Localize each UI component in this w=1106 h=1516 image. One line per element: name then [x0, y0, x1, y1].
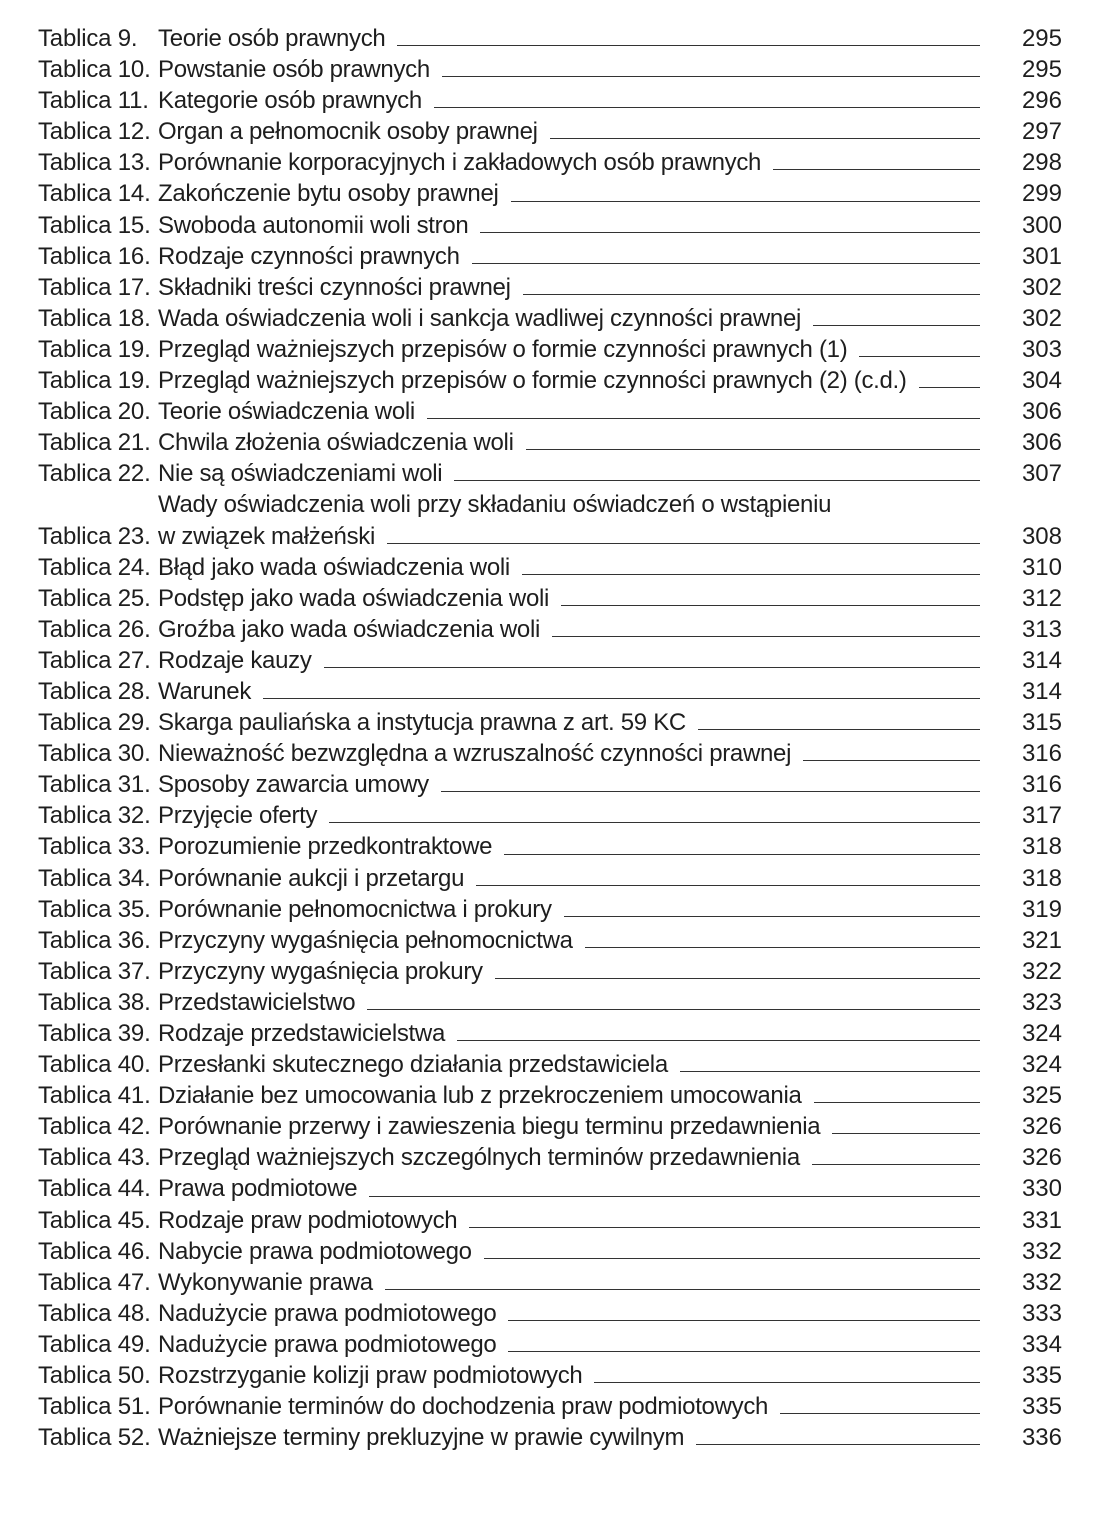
toc-entry-title-block: [158, 645, 1010, 676]
toc-entry-title: Porównanie aukcji i przetargu: [158, 864, 465, 892]
toc-leader-line: [427, 418, 980, 419]
toc-entry-page-number: 335: [1021, 1362, 1062, 1390]
toc-entry-label: Tablica 50.: [38, 1362, 151, 1390]
toc-entry-label: Tablica 45.: [38, 1206, 151, 1234]
toc-entry: [38, 489, 1062, 551]
toc-entry-title-block: [158, 54, 1010, 85]
toc-leader-line: [442, 76, 980, 77]
toc-entry: [38, 552, 1062, 583]
toc-entry-page-number: 302: [1021, 273, 1062, 301]
toc-entry: [38, 800, 1062, 831]
toc-entry-title: Porozumienie przedkontraktowe: [158, 833, 493, 861]
toc-entry-page-number: 302: [1021, 304, 1062, 332]
toc-leader-line: [397, 45, 980, 46]
toc-entry-title: Nadużycie prawa podmiotowego: [158, 1330, 497, 1358]
toc-entry-title-block: [158, 863, 1010, 894]
toc-entry-label: Tablica 47.: [38, 1268, 151, 1296]
toc-entry-page-number: 322: [1021, 957, 1062, 985]
toc-leader-line: [434, 107, 980, 108]
toc-entry-page-number: 297: [1021, 118, 1062, 146]
toc-leader-line: [812, 1164, 980, 1165]
toc-leader-line: [454, 480, 980, 481]
toc-entry-title-block: [158, 769, 1010, 800]
toc-entry: [38, 303, 1062, 334]
toc-entry-label: Tablica 49.: [38, 1330, 151, 1358]
toc-entry: [38, 147, 1062, 178]
toc-entry-label: Tablica 34.: [38, 864, 151, 892]
toc-entry: [38, 272, 1062, 303]
toc-leader-line: [773, 169, 980, 170]
toc-entry-title: Wady oświadczenia woli przy składaniu oświadczeń o wstąpieniu: [158, 491, 832, 519]
toc-entry-title-block: [158, 1360, 1010, 1391]
toc-entry-title: Chwila złożenia oświadczenia woli: [158, 429, 514, 457]
toc-entry-title: Zakończenie bytu osoby prawnej: [158, 180, 499, 208]
toc-leader-line: [324, 667, 980, 668]
toc-entry: [38, 1049, 1062, 1080]
toc-leader-line: [508, 1320, 980, 1321]
toc-entry-page-number: 326: [1021, 1144, 1062, 1172]
toc-entry-label: Tablica 44.: [38, 1175, 151, 1203]
toc-leader-line: [813, 325, 980, 326]
toc-entry-page-number: 296: [1021, 87, 1062, 115]
toc-leader-line: [476, 885, 980, 886]
toc-entry-title: Groźba jako wada oświadczenia woli: [158, 615, 541, 643]
toc-entry-label: Tablica 23.: [38, 522, 151, 550]
toc-leader-line: [511, 201, 980, 202]
toc-entry-label: Tablica 17.: [38, 273, 151, 301]
toc-entry-page-number: 336: [1021, 1424, 1062, 1452]
toc-entry: [38, 583, 1062, 614]
toc-entry: [38, 210, 1062, 241]
toc-leader-line: [329, 822, 980, 823]
toc-leader-line: [561, 605, 980, 606]
toc-leader-line: [495, 978, 980, 979]
toc-leader-line: [919, 387, 980, 388]
toc-entry-title-block: [158, 676, 1010, 707]
toc-leader-line: [552, 636, 980, 637]
toc-entry-title-block: [158, 489, 1010, 551]
toc-entry-page-number: 300: [1021, 211, 1062, 239]
toc-entry-title: Powstanie osób prawnych: [158, 56, 430, 84]
toc-entry-title: Rodzaje praw podmiotowych: [158, 1206, 458, 1234]
toc-entry-title-block: [158, 800, 1010, 831]
toc-leader-line: [680, 1071, 980, 1072]
toc-entry-label: Tablica 28.: [38, 677, 151, 705]
toc-entry-title-block: [158, 831, 1010, 862]
toc-entry-page-number: 321: [1021, 926, 1062, 954]
toc-entry-page-number: 331: [1021, 1206, 1062, 1234]
toc-entry-label: Tablica 32.: [38, 802, 151, 830]
toc-entry-title-block: [158, 458, 1010, 489]
toc-entry: [38, 863, 1062, 894]
toc-entry: [38, 396, 1062, 427]
toc-entry-page-number: 330: [1021, 1175, 1062, 1203]
toc-entry-title-block: [158, 1391, 1010, 1422]
toc-leader-line: [385, 1289, 980, 1290]
toc-entry-title-block: [158, 23, 1010, 54]
toc-entry-title: Organ a pełnomocnik osoby prawnej: [158, 118, 538, 146]
toc-entry-page-number: 313: [1021, 615, 1062, 643]
toc-leader-line: [780, 1413, 980, 1414]
toc-entry-title-block: [158, 1142, 1010, 1173]
toc-entry-page-number: 312: [1021, 584, 1062, 612]
toc-entry-title-block: [158, 1329, 1010, 1360]
toc-leader-line: [469, 1227, 980, 1228]
toc-entry-title: Przegląd ważniejszych przepisów o formie czynności prawnych (2) (c.d.): [158, 367, 907, 395]
toc-entry-label: Tablica 15.: [38, 211, 151, 239]
toc-entry-title: Porównanie pełnomocnictwa i prokury: [158, 895, 552, 923]
toc-leader-line: [457, 1040, 980, 1041]
toc-entry-label: Tablica 14.: [38, 180, 151, 208]
toc-entry-title: Wykonywanie prawa: [158, 1268, 373, 1296]
toc-entry-title: Nieważność bezwzględna a wzruszalność czynności prawnej: [158, 740, 792, 768]
toc-entry-title: Rodzaje kauzy: [158, 646, 312, 674]
toc-entry: [38, 645, 1062, 676]
toc-leader-line: [526, 449, 980, 450]
toc-entry-title: Porównanie terminów do dochodzenia praw podmiotowych: [158, 1393, 769, 1421]
toc-entry: [38, 1018, 1062, 1049]
toc-entry-label: Tablica 13.: [38, 149, 151, 177]
toc-entry: [38, 769, 1062, 800]
toc-entry-page-number: 317: [1021, 802, 1062, 830]
toc-entry-page-number: 315: [1021, 709, 1062, 737]
toc-entry: [38, 614, 1062, 645]
toc-entry-page-number: 304: [1021, 367, 1062, 395]
toc-entry: [38, 1267, 1062, 1298]
toc-entry-page-number: 335: [1021, 1393, 1062, 1421]
toc-entry-page-number: 316: [1021, 771, 1062, 799]
toc-entry: [38, 956, 1062, 987]
toc-entry-label: Tablica 43.: [38, 1144, 151, 1172]
toc-entry: [38, 241, 1062, 272]
toc-entry-title-block: [158, 956, 1010, 987]
toc-entry-page-number: 307: [1021, 460, 1062, 488]
toc-entry-label: Tablica 39.: [38, 1020, 151, 1047]
toc-leader-line: [585, 947, 980, 948]
toc-entry-page-number: 310: [1021, 553, 1062, 581]
toc-leader-line: [441, 791, 980, 792]
toc-entry: [38, 1111, 1062, 1142]
toc-leader-line: [263, 698, 980, 699]
toc-leader-line: [698, 729, 980, 730]
toc-entry-page-number: 319: [1021, 895, 1062, 923]
toc-entry-title: Przyjęcie oferty: [158, 802, 318, 830]
toc-entry-label: Tablica 30.: [38, 740, 151, 768]
toc-entry: [38, 925, 1062, 956]
toc-entry-page-number: 314: [1021, 677, 1062, 705]
toc-entry-title: Nabycie prawa podmiotowego: [158, 1237, 472, 1265]
toc-entry: [38, 738, 1062, 769]
toc-entry-title: Kategorie osób prawnych: [158, 87, 422, 115]
toc-entry-title: Przesłanki skutecznego działania przedstawiciela: [158, 1051, 668, 1079]
toc-leader-line: [564, 916, 980, 917]
toc-entry-page-number: 333: [1021, 1299, 1062, 1327]
toc-leader-line: [480, 232, 980, 233]
toc-entry-title-block: [158, 552, 1010, 583]
toc-entry-title: Teorie osób prawnych: [158, 25, 386, 52]
toc-entry: [38, 1142, 1062, 1173]
toc-entry: [38, 1422, 1062, 1453]
toc-entry-title: Sposoby zawarcia umowy: [158, 771, 429, 799]
toc-entry: [38, 1329, 1062, 1360]
toc-entry-label: Tablica 33.: [38, 833, 151, 861]
toc-entry-label: Tablica 10.: [38, 56, 151, 84]
toc-entry-label: Tablica 52.: [38, 1424, 151, 1452]
toc-entry-title: Podstęp jako wada oświadczenia woli: [158, 584, 550, 612]
toc-entry-title: Przedstawicielstwo: [158, 988, 356, 1016]
toc-entry-title-block: [158, 614, 1010, 645]
toc-entry: [38, 831, 1062, 862]
toc-entry: [38, 116, 1062, 147]
toc-entry-page-number: 332: [1021, 1237, 1062, 1265]
toc-entry-label: Tablica 31.: [38, 771, 151, 799]
toc-leader-line: [369, 1196, 980, 1197]
toc-entry-page-number: 295: [1021, 25, 1062, 52]
toc-entry-title-block: [158, 272, 1010, 303]
toc-entry-title: Nadużycie prawa podmiotowego: [158, 1299, 497, 1327]
toc-entry: [38, 1298, 1062, 1329]
toc-entry: [38, 1205, 1062, 1236]
toc-entry-page-number: 324: [1021, 1051, 1062, 1079]
toc-entry-title-block: [158, 334, 1010, 365]
toc-leader-line: [484, 1258, 980, 1259]
toc-entry: [38, 1391, 1062, 1422]
toc-entry-label: Tablica 19.: [38, 367, 151, 395]
toc-entry-title-block: [158, 1267, 1010, 1298]
toc-leader-line: [367, 1009, 980, 1010]
toc-leader-line: [523, 294, 980, 295]
toc-leader-line: [508, 1351, 980, 1352]
toc-entry-title-block: [158, 241, 1010, 272]
toc-leader-line: [859, 356, 980, 357]
toc-entry: [38, 894, 1062, 925]
toc-entry: [38, 1173, 1062, 1204]
toc-leader-line: [387, 543, 980, 544]
toc-entry: [38, 707, 1062, 738]
toc-leader-line: [696, 1444, 980, 1445]
toc-entry-title: Przyczyny wygaśnięcia pełnomocnictwa: [158, 926, 573, 954]
toc-entry-page-number: 318: [1021, 833, 1062, 861]
toc-entry-label: Tablica 29.: [38, 709, 151, 737]
toc-entry-page-number: 303: [1021, 335, 1062, 363]
toc-entry-label: Tablica 42.: [38, 1113, 151, 1141]
toc-entry: [38, 54, 1062, 85]
toc-entry-title-block: [158, 178, 1010, 209]
toc-entry-label: Tablica 19.: [38, 335, 151, 363]
toc-entry: [38, 365, 1062, 396]
toc-entry-title: Rodzaje czynności prawnych: [158, 242, 460, 270]
toc-leader-line: [814, 1102, 980, 1103]
toc-entry-page-number: 324: [1021, 1020, 1062, 1047]
toc-entry-title-block: [158, 147, 1010, 178]
toc-entry-label: Tablica 24.: [38, 553, 151, 581]
toc-entry: [38, 427, 1062, 458]
toc-entry-label: Tablica 40.: [38, 1051, 151, 1079]
toc-entry-page-number: 301: [1021, 242, 1062, 270]
toc-entry: [38, 1236, 1062, 1267]
toc-leader-line: [522, 574, 980, 575]
toc-entry-title-block: [158, 116, 1010, 147]
toc-entry-label: Tablica 26.: [38, 615, 151, 643]
toc-entry: [38, 23, 1062, 54]
toc-entry-title-continued: w związek małżeński: [158, 522, 376, 550]
toc-entry-title-block: [158, 365, 1010, 396]
toc-entry-label: Tablica 16.: [38, 242, 151, 270]
toc-entry-title-block: [158, 1018, 1010, 1049]
toc-entry-title-block: [158, 738, 1010, 769]
toc-entry-title-block: [158, 303, 1010, 334]
toc-entry-title-block: [158, 1173, 1010, 1204]
toc-entry-page-number: 295: [1021, 56, 1062, 84]
toc-entry-title: Prawa podmiotowe: [158, 1175, 358, 1203]
toc-entry-title: Ważniejsze terminy prekluzyjne w prawie cywilnym: [158, 1424, 685, 1452]
toc-entry-label: Tablica 35.: [38, 895, 151, 923]
toc-entry-title-block: [158, 1205, 1010, 1236]
toc-entry-label: Tablica 51.: [38, 1393, 151, 1421]
toc-entry-label: Tablica 21.: [38, 429, 151, 457]
toc-entry-title: Warunek: [158, 677, 252, 705]
toc-entry-title: Swoboda autonomii woli stron: [158, 211, 469, 239]
toc-entry-title-block: [158, 1236, 1010, 1267]
toc-entry-title-block: [158, 396, 1010, 427]
toc-entry-label: Tablica 36.: [38, 926, 151, 954]
toc-entry-title: Porównanie korporacyjnych i zakładowych osób prawnych: [158, 149, 762, 177]
toc-entry-page-number: 306: [1021, 398, 1062, 426]
toc-entry-page-number: 306: [1021, 429, 1062, 457]
toc-entry: [38, 334, 1062, 365]
toc-leader-line: [832, 1133, 980, 1134]
toc-entry-title: Teorie oświadczenia woli: [158, 398, 415, 426]
toc-entry-label: Tablica 25.: [38, 584, 151, 612]
toc-entry-page-number: 332: [1021, 1268, 1062, 1296]
toc-entry-title-block: [158, 1422, 1010, 1453]
toc-entry-title-block: [158, 1111, 1010, 1142]
toc-entry: [38, 178, 1062, 209]
toc-entry-title: Działanie bez umocowania lub z przekroczeniem umocowania: [158, 1082, 802, 1110]
toc-entry-page-number: 308: [1021, 522, 1062, 550]
toc-entry-title: Rodzaje przedstawicielstwa: [158, 1020, 445, 1047]
toc-entry-label: Tablica 18.: [38, 304, 151, 332]
toc-leader-line: [594, 1382, 980, 1383]
toc-entry-title-block: [158, 210, 1010, 241]
toc-entry-title-block: [158, 1049, 1010, 1080]
toc-entry-label: Tablica 46.: [38, 1237, 151, 1265]
toc-entry-label: Tablica 22.: [38, 460, 151, 488]
toc-entry-title: Przyczyny wygaśnięcia prokury: [158, 957, 483, 985]
toc-entry-page-number: 334: [1021, 1330, 1062, 1358]
toc-entry-page-number: 298: [1021, 149, 1062, 177]
toc-leader-line: [472, 263, 980, 264]
toc-entry-label: Tablica 41.: [38, 1082, 151, 1110]
toc-entry: [38, 85, 1062, 116]
toc-entry-title-block: [158, 1080, 1010, 1111]
table-of-contents: [38, 23, 1062, 1453]
toc-entry-title: Składniki treści czynności prawnej: [158, 273, 511, 301]
toc-entry-title-block: [158, 583, 1010, 614]
toc-entry-title-block: [158, 427, 1010, 458]
toc-entry-title: Skarga pauliańska a instytucja prawna z art. 59 KC: [158, 709, 686, 737]
toc-entry: [38, 987, 1062, 1018]
toc-entry-title-block: [158, 925, 1010, 956]
toc-entry-title: Błąd jako wada oświadczenia woli: [158, 553, 510, 581]
toc-leader-line: [803, 760, 980, 761]
toc-entry-title-block: [158, 85, 1010, 116]
toc-entry-page-number: 318: [1021, 864, 1062, 892]
toc-leader-line: [550, 138, 980, 139]
toc-entry-title-block: [158, 987, 1010, 1018]
toc-entry-page-number: 325: [1021, 1082, 1062, 1110]
toc-entry-label: Tablica 38.: [38, 988, 151, 1016]
toc-entry-page-number: 299: [1021, 180, 1062, 208]
toc-entry-label: Tablica 11.: [38, 87, 149, 115]
toc-entry: [38, 676, 1062, 707]
toc-entry-page-number: 314: [1021, 646, 1062, 674]
toc-entry: [38, 458, 1062, 489]
toc-entry-page-number: 323: [1021, 988, 1062, 1016]
toc-entry-page-number: 316: [1021, 740, 1062, 768]
toc-entry-title: Przegląd ważniejszych szczególnych terminów przedawnienia: [158, 1144, 800, 1172]
toc-entry-label: Tablica 37.: [38, 957, 151, 985]
toc-entry-title-block: [158, 1298, 1010, 1329]
toc-entry: [38, 1080, 1062, 1111]
toc-entry-title-block: [158, 707, 1010, 738]
toc-entry-label: Tablica 20.: [38, 398, 151, 426]
toc-entry-label: Tablica 27.: [38, 646, 151, 674]
toc-entry-label: Tablica 9.: [38, 25, 138, 52]
toc-entry-title: Wada oświadczenia woli i sankcja wadliwej czynności prawnej: [158, 304, 802, 332]
toc-entry-title: Porównanie przerwy i zawieszenia biegu terminu przedawnienia: [158, 1113, 821, 1141]
toc-entry-title: Rozstrzyganie kolizji praw podmiotowych: [158, 1362, 583, 1390]
toc-entry-label: Tablica 12.: [38, 118, 151, 146]
toc-leader-line: [504, 854, 980, 855]
toc-entry-title-block: [158, 894, 1010, 925]
toc-entry-page-number: 326: [1021, 1113, 1062, 1141]
toc-entry-title: Przegląd ważniejszych przepisów o formie czynności prawnych (1): [158, 335, 848, 363]
toc-entry: [38, 1360, 1062, 1391]
toc-entry-title: Nie są oświadczeniami woli: [158, 460, 443, 488]
toc-entry-label: Tablica 48.: [38, 1299, 151, 1327]
